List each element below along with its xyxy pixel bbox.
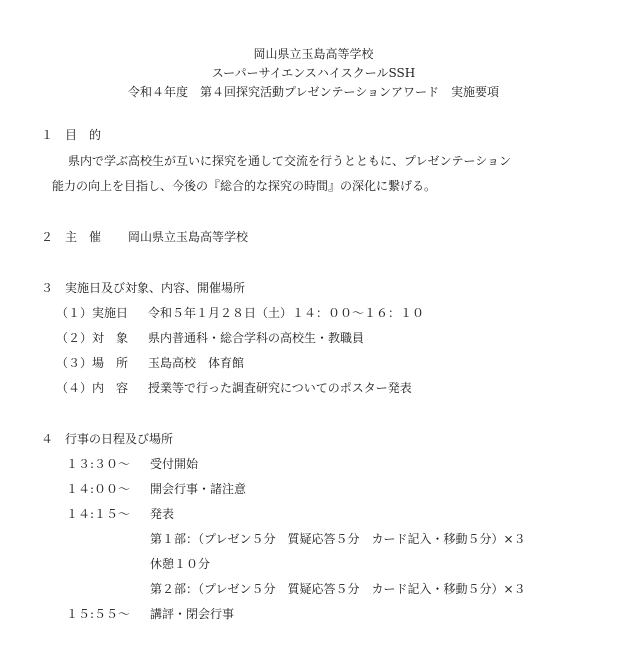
schedule-sub-part2: 第２部：（プレゼン５分 質疑応答５分 カード記入・移動５分）×３: [150, 582, 526, 596]
document-title: 令和４年度 第４回探究活動プレゼンテーションアワード 実施要項: [127, 85, 500, 99]
schedule-time: １５:５５～: [66, 607, 131, 621]
schedule-event: 受付開始: [150, 457, 199, 471]
section3-heading: ３ 実施日及び対象、内容、開催場所: [41, 281, 246, 295]
schedule-time: １３:３０～: [66, 457, 131, 471]
section1-heading: １ 目 的: [41, 128, 102, 142]
section3-item-label: （４）内 容: [56, 381, 129, 395]
section3-item-value: 県内普通科・総合学科の高校生・教職員: [148, 331, 365, 345]
section1-body-line2: 能力の向上を目指し、今後の『総合的な探究の時間』の深化に繋げる。: [52, 179, 437, 193]
section3-item-value: 令和５年１月２８日（土）１４：００～１６：１０: [148, 306, 425, 320]
section4-heading: ４ 行事の日程及び場所: [41, 432, 174, 446]
section3-item-label: （２）対 象: [56, 331, 129, 345]
schedule-sub-part1: 第１部：（プレゼン５分 質疑応答５分 カード記入・移動５分）×３: [150, 532, 526, 546]
schedule-event: 開会行事・諸注意: [150, 482, 247, 496]
section3-item-value: 授業等で行った調査研究についてのポスター発表: [148, 381, 412, 395]
section3-item-label: （１）実施日: [56, 306, 129, 320]
section2-value: 岡山県立玉島高等学校: [128, 230, 249, 244]
schedule-event: 講評・閉会行事: [150, 607, 235, 621]
section3-item-value: 玉島高校 体育館: [148, 356, 245, 370]
schedule-time: １４:００～: [66, 482, 131, 496]
schedule-time: １４:１５～: [66, 507, 131, 521]
schedule-sub-break: 休憩１０分: [150, 557, 211, 571]
section3-item-label: （３）場 所: [56, 356, 129, 370]
school-name: 岡山県立玉島高等学校: [253, 47, 374, 61]
schedule-event: 発表: [150, 507, 175, 521]
section2-heading: ２ 主 催: [41, 230, 102, 244]
program-name: スーパーサイエンスハイスクールSSH: [211, 66, 416, 80]
section1-body-line1: 県内で学ぶ高校生が互いに探究を通して交流を行うとともに、プレゼンテーション: [68, 154, 512, 168]
